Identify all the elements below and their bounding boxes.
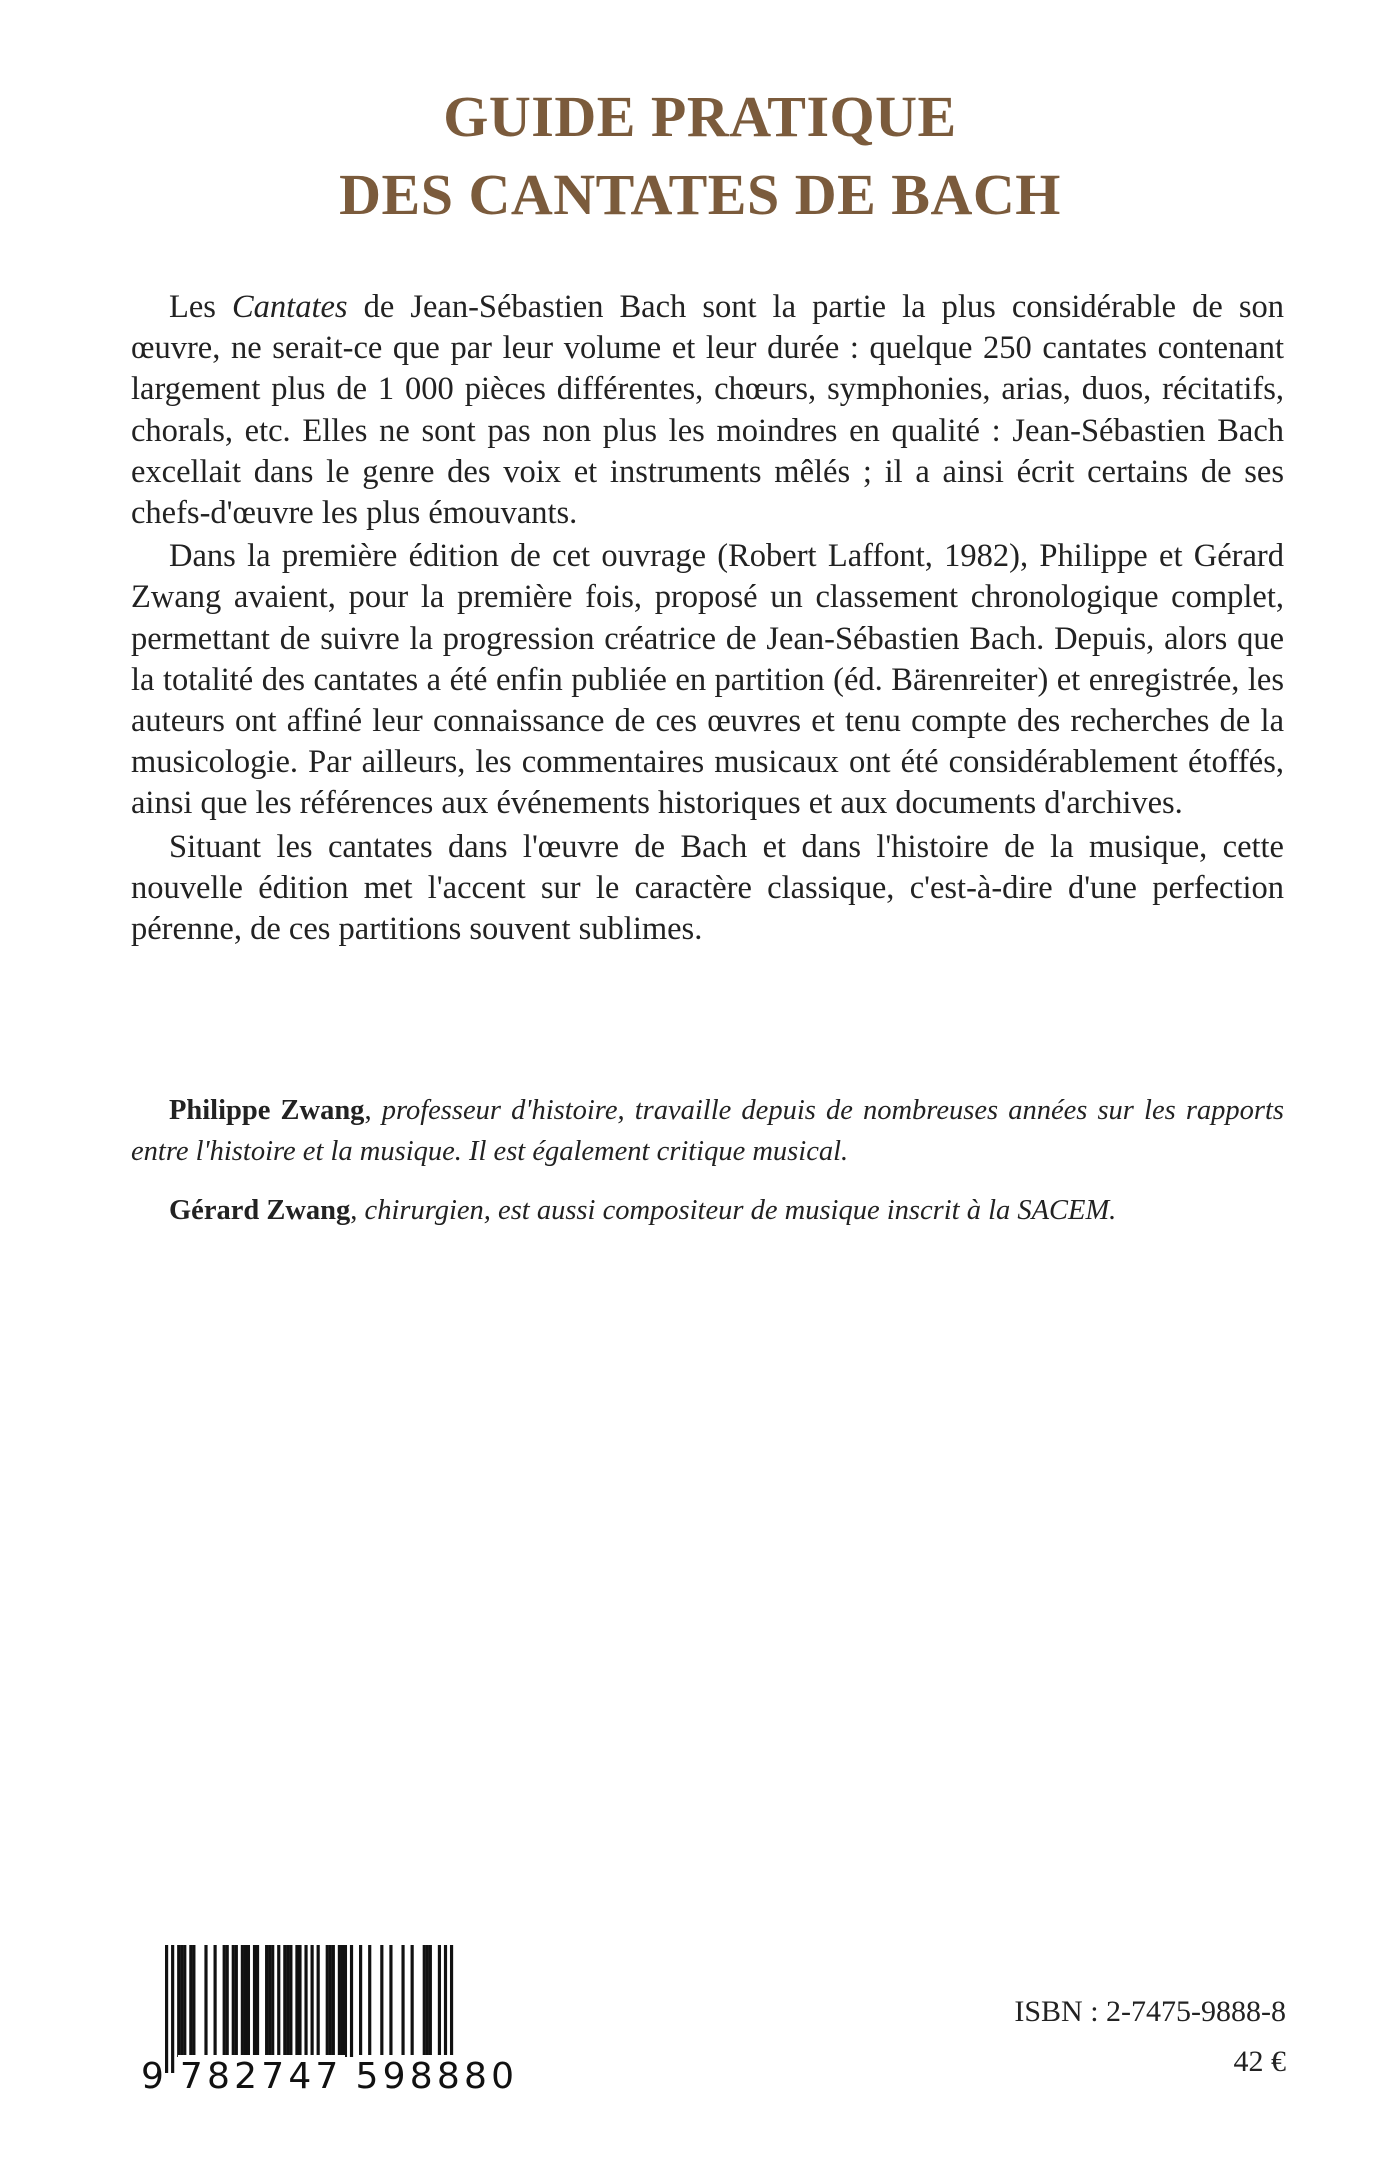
isbn-number: ISBN : 2-7475-9888-8 xyxy=(1014,1995,1286,2028)
barcode-bar xyxy=(283,1945,286,2057)
barcode-bar xyxy=(223,1945,226,2057)
barcode-bar xyxy=(289,1945,292,2057)
barcode-bar xyxy=(189,1945,192,2057)
barcode-bar xyxy=(317,1945,320,2057)
barcode-bar xyxy=(389,1945,392,2057)
barcode-bar xyxy=(341,1945,344,2057)
barcode-bar xyxy=(380,1945,383,2057)
barcode-bar xyxy=(286,1945,289,2057)
author-name: Philippe Zwang xyxy=(169,1095,365,1126)
barcode-bar xyxy=(438,1945,441,2057)
barcode-bar xyxy=(244,1945,247,2057)
price-label: 42 € xyxy=(1233,2045,1286,2078)
barcode-bar xyxy=(326,1945,329,2057)
barcode-bar xyxy=(344,1945,347,2057)
barcode-group-right: 598880 xyxy=(355,2056,519,2097)
barcode-bar xyxy=(332,1945,335,2057)
barcode-bar xyxy=(411,1945,414,2057)
barcode-guard-bar xyxy=(311,1945,314,2073)
barcode-bar xyxy=(265,1945,268,2057)
barcode-bar xyxy=(180,1945,183,2057)
author-bio-philippe: Philippe Zwang, professeur d'histoire, travaille depuis de nombreuses années sur les rapports entre l'histoire et la musique. Il est également critique musical. xyxy=(131,1095,1285,1167)
description-paragraph-1: Les Cantates de Jean-Sébastien Bach sont la partie la plus considérable de son œuvre, ne serait-ce que par leur volume et leur durée : quelque 250 cantates contenant largement plus de 1 000 pièces différentes, chœurs, symphonies, arias, duos, récitatifs, chorals, etc. Elles ne sont pas non plus les moindres en qualité : Jean-Sébastien Bach excellait dans le genre des voix et instruments mêlés ; il a ainsi écrit certains de ses chefs-d'œuvre les plus émouvants. xyxy=(131,289,1284,532)
barcode-bar xyxy=(177,1945,180,2057)
author-bio-gerard: Gérard Zwang, chirurgien, est aussi compositeur de musique inscrit à la SACEM. xyxy=(169,1195,1117,1226)
cantates-emphasis: Cantates xyxy=(231,289,348,325)
barcode-bar xyxy=(338,1945,341,2057)
ean-barcode xyxy=(141,1945,519,2110)
barcode-first-digit: 9 xyxy=(141,2056,164,2097)
barcode-guard-bar xyxy=(304,1945,307,2073)
barcode-bar xyxy=(359,1945,362,2057)
barcode-bar xyxy=(426,1945,429,2057)
barcode-bar xyxy=(214,1945,217,2057)
barcode-bar xyxy=(253,1945,256,2057)
barcode-bar xyxy=(277,1945,280,2057)
barcode-bar xyxy=(204,1945,207,2057)
barcode-bar xyxy=(350,1945,353,2057)
barcode-group-left: 782747 xyxy=(179,2056,343,2097)
barcode-bar xyxy=(295,1945,298,2057)
barcode-bar xyxy=(401,1945,404,2057)
author-description: professeur d'histoire, travaille depuis de nombreuses années sur les rapports entre l'histoire et la musique. Il est également critique musical. xyxy=(131,1095,1285,1167)
barcode-bar xyxy=(368,1945,371,2057)
barcode-bar xyxy=(271,1945,274,2057)
barcode-bar xyxy=(235,1945,238,2057)
barcode-guard-bar xyxy=(165,1945,168,2073)
barcode-bar xyxy=(232,1945,235,2057)
barcode-bar xyxy=(241,1945,244,2057)
barcode-bar xyxy=(329,1945,332,2057)
back-cover-description xyxy=(131,287,1284,950)
barcode-bar xyxy=(268,1945,271,2057)
barcode-guard-bar xyxy=(171,1945,174,2073)
barcode-bar xyxy=(429,1945,432,2057)
barcode-bar xyxy=(423,1945,426,2057)
barcode-bar xyxy=(226,1945,229,2057)
barcode-bar xyxy=(183,1945,186,2057)
description-paragraph-3: Situant les cantates dans l'œuvre de Bach et dans l'histoire de la musique, cette nouvelle édition met l'accent sur le caractère classique, c'est-à-dire d'une perfection pérenne, de ces partitions souvent sublimes. xyxy=(131,828,1284,948)
description-paragraph-2: Dans la première édition de cet ouvrage (Robert Laffont, 1982), Philippe et Gérard Zwang avaient, pour la première fois, proposé un classement chronologique complet, permettant de suivre la progression créatrice de Jean-Sébastien Bach. Depuis, alors que la totalité des cantates a été enfin publiée en partition (éd. Bärenreiter) et enregistrée, les auteurs ont affiné leur connaissance de ces œuvres et tenu compte des recherches de la musicologie. Par ailleurs, les commentaires musicaux ont été considérablement étoffés, ainsi que les références aux événements historiques et aux documents d'archives. xyxy=(131,538,1284,822)
barcode-guard-bar xyxy=(450,1945,453,2073)
author-description: chirurgien, est aussi compositeur de musique inscrit à la SACEM. xyxy=(364,1195,1117,1226)
book-title xyxy=(0,78,1400,234)
barcode-guard-bar xyxy=(444,1945,447,2073)
title-line-1: GUIDE PRATIQUE xyxy=(443,84,957,149)
author-bios xyxy=(131,1090,1284,1249)
author-name: Gérard Zwang xyxy=(169,1195,351,1226)
barcode-digits xyxy=(141,2055,519,2099)
barcode-bar xyxy=(298,1945,301,2057)
barcode-bar xyxy=(247,1945,250,2057)
barcode-bar xyxy=(192,1945,195,2057)
title-line-2: DES CANTATES DE BACH xyxy=(339,162,1061,227)
barcode-bar xyxy=(256,1945,259,2057)
